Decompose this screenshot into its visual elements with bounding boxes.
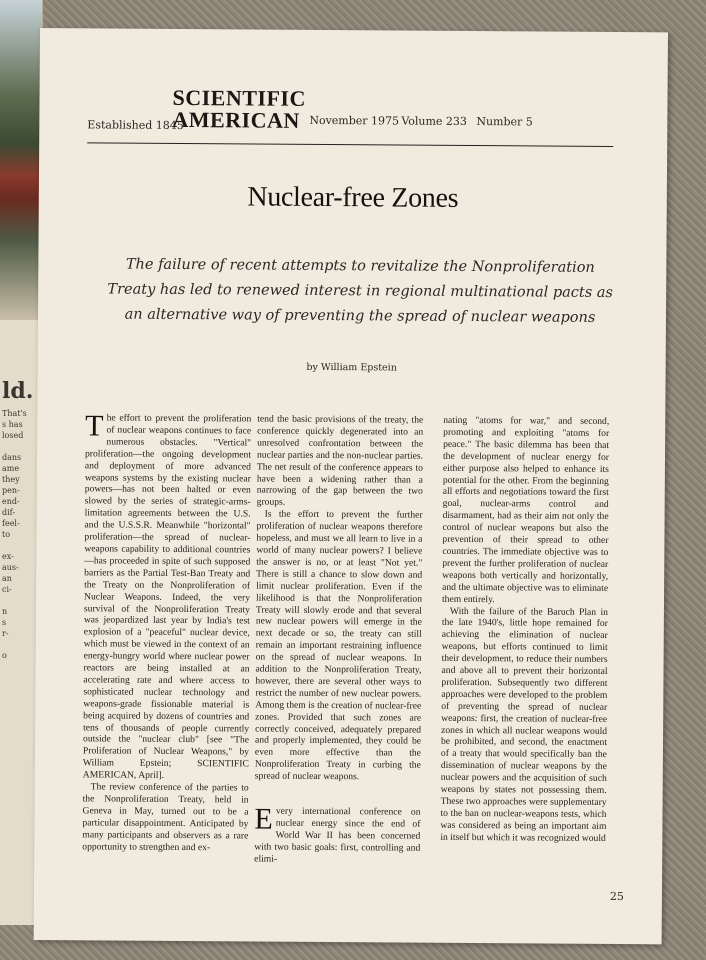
facing-page-line: [2, 441, 38, 452]
drop-cap: T: [85, 409, 104, 443]
facing-page-fragments: [2, 408, 38, 661]
paragraph: tend the basic provisions of the treaty, the conference quickly degenerated into an unresolved confrontation between the nuclear parties and the non-nuclear parties. The net result of the conference appears to have been a widening rather than a narrowing of the gap between the two groups.: [256, 413, 424, 509]
paragraph: Is the effort to prevent the further proliferation of nuclear weapons therefore hopeless, and must we all learn to live in a world of many nuclear powers? I believe the answer is no, or at least "Not yet." There is still a chance to slow down and limit nuclear proliferation. Even if the likelihood is that the Nonproliferation Treaty will slowly erode and that several new nuclear powers will emerge in the next decade or so, the treaty can still remain an important restraining influence on the spread of nuclear weapons. In addition to the Nonproliferation Treaty, however, there are several other ways to restrict the number of new nuclear powers. Among them is the creation of nuclear-free zones. Provided that such zones are correctly conceived, adequately prepared and properly implemented, they could be even more effective than the Nonproliferation Treaty in curbing the spread of nuclear weapons.: [254, 508, 423, 783]
paragraph: nating "atoms for war," and second, promoting and exploiting "atoms for peace." The basic dilemma has been that the development of nuclear energy for either purpose also helped to enhance its potential for the other. From the beginning all efforts and negotiations toward the first goal, nuclear-arms control and disarmament, had as their aim not only the control of nuclear weapons but also the prevention of their spread to other countries. The immediate objective was to prevent the further proliferation of nuclear weapons both vertically and horizontally, and the ultimate objective was to eliminate them entirely.: [441, 414, 610, 605]
facing-page-line: dans: [2, 453, 22, 462]
paragraph-text: he effort to prevent the proliferation of nuclear weapons continues to face numerous obstacles. "Vertical" proliferation—the ongoing development and deployment of more advanced weapons systems by the existing nuclear powers—has not been halted or even slowed by the series of strategic-arms-limitation agreements between the U.S. and the U.S.S.R. Meanwhile "horizontal" proliferation—the spread of nuclear-weapons capability to additional countries—has proceeded in spite of such supposed barriers as the Partial Test-Ban Treaty and the Treaty on the Nonproliferation of Nuclear Weapons. Indeed, the very survival of the Nonproliferation Treaty was jeopardized last year by India's test explosion of a "peaceful" nuclear device, which must be viewed in the context of an energy-hungry world where nuclear power reactors are being installed at an accelerating rate and where access to sophisticated nuclear technology and weapons-grade fissionable material is being acquired by dozens of countries and tens of thousands of people currently outside the "nuclear club" [see "The Proliferation of Nuclear Weapons," by William Epstein; SCIENTIFIC AMERICAN, April].: [82, 412, 252, 782]
facing-page-line: dif-: [2, 508, 16, 517]
facing-page-line: s: [2, 618, 7, 627]
facing-page-line: r-: [2, 629, 9, 638]
page-number: 25: [609, 890, 624, 904]
issue-month: November 1975: [309, 113, 400, 128]
facing-page-heading: ld.: [2, 378, 34, 404]
facing-page-line: aus-: [2, 563, 19, 572]
paragraph: [254, 802, 421, 867]
facing-page-photo: [0, 0, 42, 320]
magazine-page: [34, 28, 668, 944]
text-column-2-section: [254, 802, 421, 867]
facing-page-line: [2, 540, 38, 551]
article-title: Nuclear-free Zones: [247, 181, 459, 214]
facing-page-line: feel-: [2, 519, 20, 528]
paragraph-text: very international conference on nuclear energy since the end of World War II has been concerned with two basic goals: first, controlling and elimi-: [254, 805, 421, 865]
paragraph: [82, 409, 252, 782]
paragraph: With the failure of the Baruch Plan in the late 1940's, little hope remained for achieving the elimination of nuclear weapons, but efforts continued to limit their development, to reduce their numbers and above all to prevent their horizontal proliferation. Subsequently two different approaches were developed to the problem of preventing the spread of nuclear weapons: first, the creation of nuclear-free zones in which all nuclear weapons would be prohibited, and second, the enactment of a treaty that would specifically ban the dissemination of nuclear weapons by the nuclear powers and the acquisition of such weapons by states not possessing them. These two approaches were supplementary to the ban on nuclear-weapons tests, which was considered as being an important aim in itself but which it was recognized would: [440, 605, 608, 844]
logo-line-1: SCIENTIFIC: [172, 84, 306, 111]
article-subtitle: The failure of recent attempts to revitalize the Nonproliferation Treaty has led to renewed interest in regional multinational pacts as an alternative way of preventing the spread of nuclear weapons: [107, 256, 613, 326]
facing-page-line: they: [2, 475, 20, 484]
facing-page-line: an: [2, 574, 12, 583]
text-column-3: [440, 415, 609, 845]
masthead-rule: [87, 142, 613, 147]
issue-number: Number 5: [476, 115, 533, 129]
facing-page-line: o: [2, 651, 7, 660]
facing-page-line: n: [2, 607, 8, 616]
text-column-1: [82, 409, 252, 854]
facing-page-line: end-: [2, 497, 20, 506]
facing-page-line: to: [2, 530, 11, 539]
facing-page-line: [2, 639, 38, 650]
article-byline: by William Epstein: [306, 361, 397, 374]
masthead: [39, 28, 668, 162]
magazine-logo: [172, 84, 306, 133]
logo-line-2: AMERICAN: [172, 106, 300, 133]
facing-page-line: losed: [2, 431, 24, 440]
facing-page-line: ci-: [2, 585, 12, 594]
facing-page-line: s has: [2, 420, 23, 429]
drop-cap: E: [254, 802, 273, 836]
facing-page-line: That's: [2, 409, 27, 418]
facing-page-line: pen-: [2, 486, 20, 495]
facing-page-line: [2, 595, 38, 606]
issue-volume: Volume 233: [401, 114, 467, 128]
facing-page-line: ame: [2, 464, 20, 473]
text-column-2: [255, 414, 424, 784]
facing-page-text: [2, 378, 38, 661]
facing-page-line: ex-: [2, 552, 14, 561]
paragraph: The review conference of the parties to the Nonproliferation Treaty, held in Geneva in May, turned out to be a particular disappointment. Anticipated by many participants and observers as a rare opportunity to strengthen and ex-: [82, 781, 249, 853]
established-line: Established 1845: [87, 118, 184, 133]
